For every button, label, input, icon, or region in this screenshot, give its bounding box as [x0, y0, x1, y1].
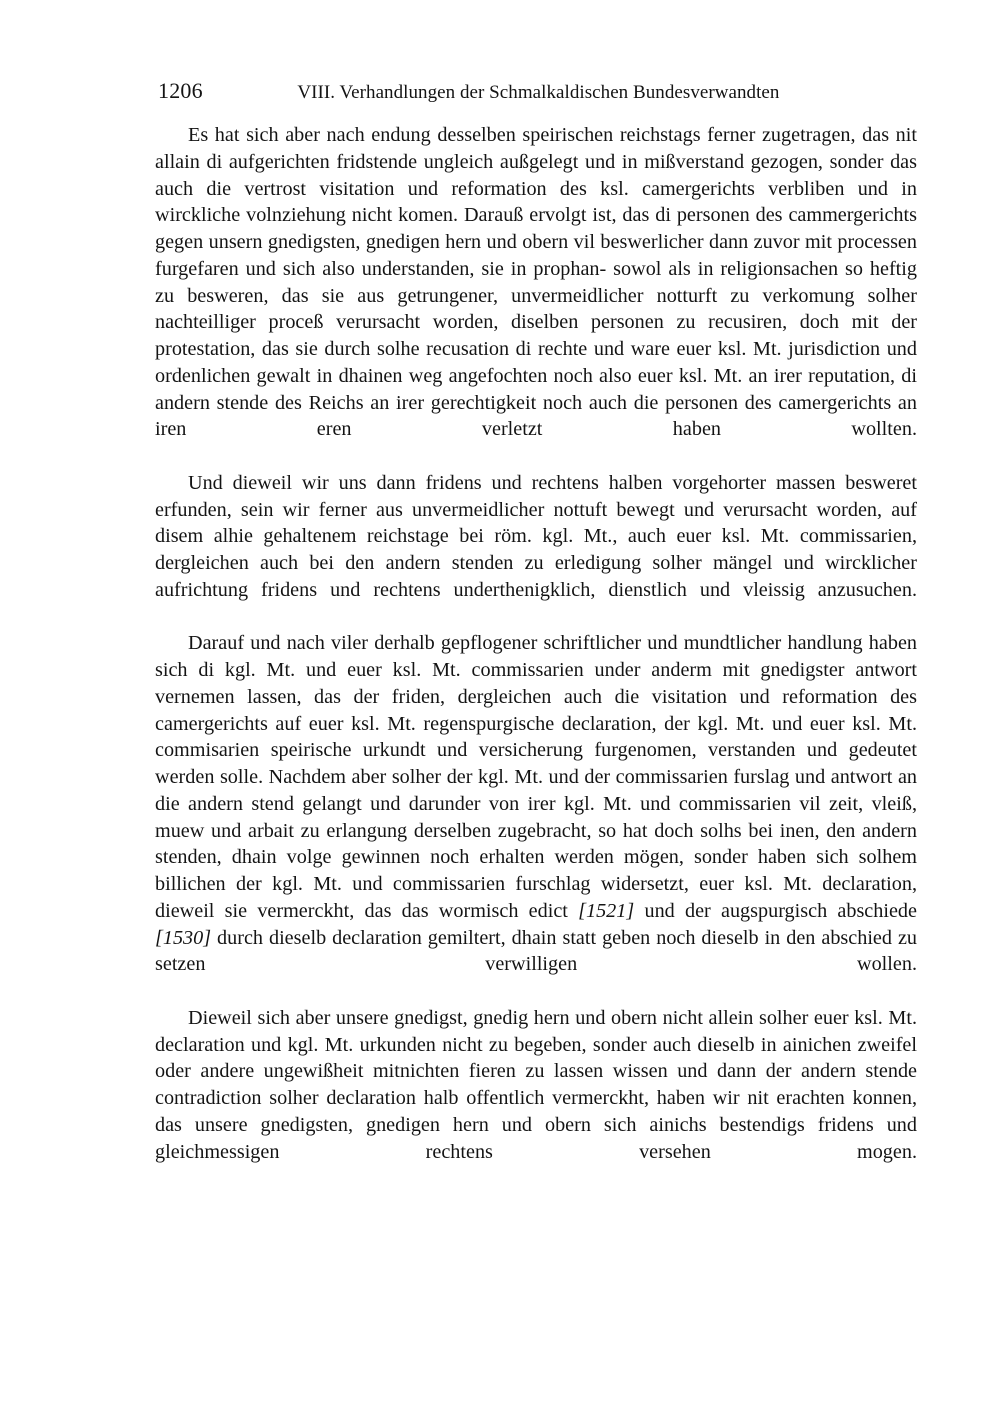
- running-title: VIII. Verhandlungen der Schmalkaldischen Bundesverwandten: [297, 82, 780, 103]
- running-head: [158, 78, 918, 104]
- page-number: 1206: [158, 78, 203, 103]
- paragraph-4: Dieweil sich aber unsere gnedigst, gnedig hern und obern nicht allein solher euer ksl. Mt. declaration und kgl. Mt. urkunden nicht zu begeben, sonder auch dieselb in ainichen zweifel oder andere ungewißheit mitnichten fieren zu lassen wissen und dann der andern stende contradiction solher declaration halb offentlich vermerckht, haben wir nit erachten konnen, das unsere gnedigsten, gnedigen hern und obern sich ainichs bestendigs fridens und gleichmessigen rechtens versehen mogen.: [155, 1006, 917, 1163]
- paragraph-2: Und dieweil wir uns dann fridens und rechtens halben vorgehorter massen besweret erfunden, sein wir ferner aus unvermeidlicher nottuft bewegt und verursacht worden, auf disem alhie gehaltenem reichstage bei röm. kgl. Mt., auch euer ksl. Mt. commissarien, dergleichen auch bei den andern stenden zu erledigung solher mängel und wircklicher aufrichtung fridens und rechtens underthenigklich, dienstlich und vleissig anzusuchen.: [155, 471, 917, 601]
- paragraph-1: Es hat sich aber nach endung desselben speirischen reichstags ferner zugetragen, das nit allain di aufgerichten fridstende ungleich außgelegt und in mißverstand gezogen, sonder das auch die vertrost visitation und reformation des ksl. camergerichts verbliben und in wirckliche volnziehung nicht komen. Darauß ervolgt ist, das di personen des cammergerichts gegen unsern gnedigsten, gnedigen hern und obern vil beswerlicher dann zuvor mit processen furgefaren und sich also understanden, sie in prophan- sowol als in religionsachen so heftig zu besweren, das sie aus getrungener, unvermeidlicher notturft zu verkomung solher nachteilliger proceß verursacht worden, diselben personen zu recusiren, doch mit der protestation, das sie durch solhe recusation di rechte und ware euer ksl. Mt. jurisdiction und ordenlichen gewalt in dhainen weg angefochten noch also euer ksl. Mt. an irer reputation, di andern stende des Reichs an irer gerechtigkeit noch auch die personen des camergerichts an iren eren verletzt haben wollten.: [155, 124, 917, 441]
- editorial-date: [1530]: [155, 926, 212, 949]
- editorial-date: [1521]: [578, 899, 635, 922]
- paragraph-3: Darauf und nach viler derhalb gepflogener schriftlicher und mundtlicher handlung haben sich di kgl. Mt. und euer ksl. Mt. commissarien under anderm mit gnedigster antwort vernemen lassen, das der friden, dergleichen auch die visitation und reformation des camergerichts auf euer ksl. Mt. regenspurgische declaration, der kgl. Mt. und euer ksl. Mt. commisarien speirische urkundt und versicherung furgenomen, verstanden und gedeutet werden solle. Nachdem aber solher der kgl. Mt. und der commissarien furslag und antwort an die andern stend gelangt und darunder von irer kgl. Mt. und commissarien vil zeit, vleiß, muew und arbait zu erlangung derselben zugebracht, so hat doch solhs bei inen, den andern stenden, dhain volge gewinnen noch erhalten werden mögen, sonder haben sich solhem billichen der kgl. Mt. und commissarien furschlag widersetzt, euer ksl. Mt. declaration, dieweil sie vermerckht, das das wormisch edict [1521] und der augspurgisch abschiede [1530] durch dieselb declaration gemiltert, dhain statt geben noch dieselb in den abschied zu setzen verwilligen wollen.: [155, 632, 917, 976]
- body-text-block: [155, 122, 917, 1192]
